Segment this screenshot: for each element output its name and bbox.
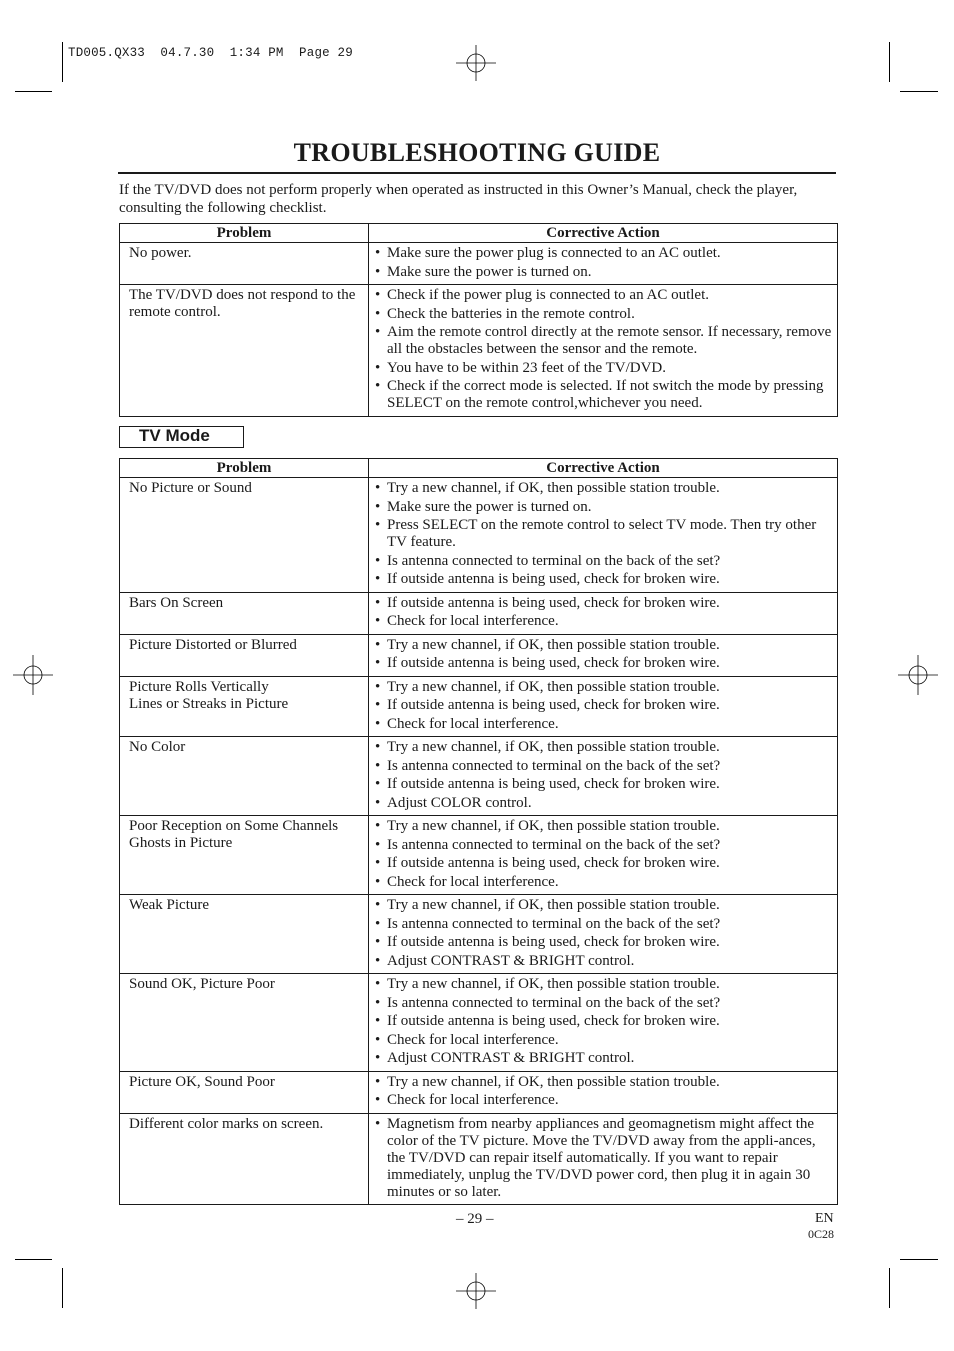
table-row — [120, 634, 838, 676]
action-item: • Check for local interference. — [375, 1092, 835, 1109]
action-cell — [369, 1113, 838, 1205]
action-item: • If outside antenna is being used, check for broken wire. — [375, 934, 835, 951]
action-cell — [369, 634, 838, 676]
action-cell — [369, 895, 838, 974]
action-item: • Try a new channel, if OK, then possible station trouble. — [375, 679, 835, 696]
table-row — [120, 974, 838, 1072]
action-item: • If outside antenna is being used, check for broken wire. — [375, 655, 835, 672]
table-row — [120, 737, 838, 816]
problem-cell: Weak Picture — [120, 895, 369, 974]
action-item: • Adjust CONTRAST & BRIGHT control. — [375, 953, 835, 970]
registration-mark-icon — [898, 655, 938, 695]
crop-mark — [62, 42, 63, 82]
table-row — [120, 592, 838, 634]
action-item: • Try a new channel, if OK, then possible station trouble. — [375, 818, 835, 835]
section-label-text: TV Mode — [139, 426, 210, 445]
action-item: • Check for local interference. — [375, 1032, 835, 1049]
action-item: • Try a new channel, if OK, then possible station trouble. — [375, 1074, 835, 1091]
problem-column-header: Problem — [120, 459, 369, 478]
action-item: • If outside antenna is being used, check for broken wire. — [375, 595, 835, 612]
crop-mark — [900, 91, 938, 92]
problem-cell: Picture Distorted or Blurred — [120, 634, 369, 676]
action-item: • Make sure the power is turned on. — [375, 264, 835, 281]
action-cell — [369, 285, 838, 417]
action-item: • Try a new channel, if OK, then possible station trouble. — [375, 480, 835, 497]
table-row — [120, 895, 838, 974]
action-item: • Try a new channel, if OK, then possible station trouble. — [375, 897, 835, 914]
action-item: • Try a new channel, if OK, then possible station trouble. — [375, 976, 835, 993]
action-item: • If outside antenna is being used, check for broken wire. — [375, 697, 835, 714]
action-item: • Check for local interference. — [375, 874, 835, 891]
action-item: • Is antenna connected to terminal on the back of the set? — [375, 758, 835, 775]
registration-mark-icon — [456, 1271, 496, 1311]
table-row — [120, 243, 838, 285]
action-item: • Try a new channel, if OK, then possible station trouble. — [375, 637, 835, 654]
problem-cell: Sound OK, Picture Poor — [120, 974, 369, 1072]
page-title: TROUBLESHOOTING GUIDE — [293, 138, 661, 167]
action-cell — [369, 676, 838, 737]
action-cell — [369, 478, 838, 593]
general-rows — [120, 243, 838, 417]
table-header-row — [120, 459, 838, 478]
crop-mark — [15, 91, 52, 92]
document-code: 0C28 — [808, 1227, 835, 1241]
page-number: – 29 – — [456, 1211, 494, 1227]
problem-cell: No Color — [120, 737, 369, 816]
action-item: • Check for local interference. — [375, 716, 835, 733]
action-item: • Magnetism from nearby appliances and geomagnetism might affect the color of the TV picture. Move the TV/DVD away from the appli-ances, the TV/DVD can repair itself automatically. If you want to repair immediately, unplug the TV/DVD power cord, then plug it in again 30 minutes or so later. — [375, 1116, 835, 1201]
intro-paragraph: If the TV/DVD does not perform properly when operated as instructed in this Owner’s Manual, check the player, consulting the following checklist. — [119, 182, 798, 216]
general-troubleshooting-table — [119, 223, 838, 417]
action-item: • Adjust CONTRAST & BRIGHT control. — [375, 1050, 835, 1067]
action-item: • Aim the remote control directly at the remote sensor. If necessary, remove all the obstacles between the sensor and the remote. — [375, 324, 835, 358]
table-header-row — [120, 224, 838, 243]
action-column-header: Corrective Action — [369, 224, 838, 243]
problem-cell: Picture OK, Sound Poor — [120, 1071, 369, 1113]
problem-column-header: Problem — [120, 224, 369, 243]
action-item: • You have to be within 23 feet of the TV/DVD. — [375, 360, 835, 377]
crop-mark — [900, 1259, 938, 1260]
problem-cell: No power. — [120, 243, 369, 285]
action-item: • Is antenna connected to terminal on the back of the set? — [375, 995, 835, 1012]
action-item: • Is antenna connected to terminal on the back of the set? — [375, 916, 835, 933]
action-item: • Try a new channel, if OK, then possible station trouble. — [375, 739, 835, 756]
table-row — [120, 816, 838, 895]
table-row — [120, 478, 838, 593]
action-item: • Make sure the power is turned on. — [375, 499, 835, 516]
table-row — [120, 285, 838, 417]
action-item: • Check if the power plug is connected to an AC outlet. — [375, 287, 835, 304]
problem-cell: The TV/DVD does not respond to the remote control. — [120, 285, 369, 417]
print-slug: TD005.QX33 04.7.30 1:34 PM Page 29 — [68, 46, 353, 60]
table-row — [120, 1113, 838, 1205]
action-item: • If outside antenna is being used, check for broken wire. — [375, 855, 835, 872]
action-cell — [369, 974, 838, 1072]
tv-mode-section-label — [119, 426, 244, 448]
action-item: • If outside antenna is being used, check for broken wire. — [375, 776, 835, 793]
tv-mode-troubleshooting-table — [119, 458, 838, 1205]
action-item: • Adjust COLOR control. — [375, 795, 835, 812]
action-item: • Check if the correct mode is selected. If not switch the mode by pressing SELECT on the remote control,whichever you need. — [375, 378, 835, 412]
table-row — [120, 1071, 838, 1113]
table-row — [120, 676, 838, 737]
action-item: • Is antenna connected to terminal on the back of the set? — [375, 553, 835, 570]
registration-mark-icon — [456, 43, 496, 83]
problem-cell: Bars On Screen — [120, 592, 369, 634]
action-item: • Check the batteries in the remote control. — [375, 306, 835, 323]
action-item: • Press SELECT on the remote control to select TV mode. Then try other TV feature. — [375, 517, 835, 551]
crop-mark — [62, 1268, 63, 1308]
crop-mark — [889, 42, 890, 82]
action-cell — [369, 592, 838, 634]
action-cell — [369, 816, 838, 895]
action-item: • If outside antenna is being used, check for broken wire. — [375, 1013, 835, 1030]
problem-cell: No Picture or Sound — [120, 478, 369, 593]
language-code: EN — [815, 1211, 834, 1226]
tv-mode-rows — [120, 478, 838, 1205]
title-rule — [118, 172, 836, 174]
action-item: • Check for local interference. — [375, 613, 835, 630]
action-cell — [369, 1071, 838, 1113]
registration-mark-icon — [13, 655, 53, 695]
action-item: • Make sure the power plug is connected to an AC outlet. — [375, 245, 835, 262]
problem-cell: Poor Reception on Some Channels Ghosts in Picture — [120, 816, 369, 895]
action-item: • If outside antenna is being used, check for broken wire. — [375, 571, 835, 588]
action-item: • Is antenna connected to terminal on the back of the set? — [375, 837, 835, 854]
action-cell — [369, 737, 838, 816]
action-cell — [369, 243, 838, 285]
problem-cell: Different color marks on screen. — [120, 1113, 369, 1205]
action-column-header: Corrective Action — [369, 459, 838, 478]
crop-mark — [889, 1268, 890, 1308]
crop-mark — [15, 1259, 52, 1260]
problem-cell: Picture Rolls Vertically Lines or Streaks in Picture — [120, 676, 369, 737]
